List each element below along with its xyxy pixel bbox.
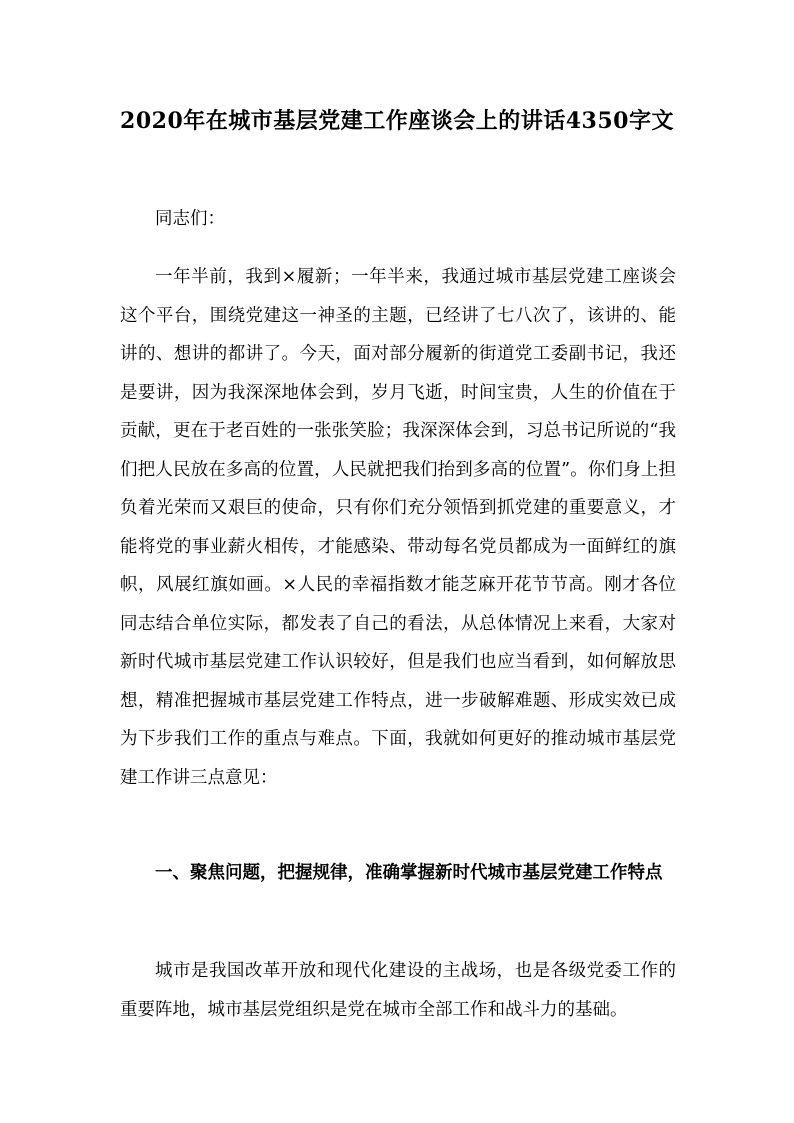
document-title: 2020年在城市基层党建工作座谈会上的讲话4350字文: [120, 108, 674, 134]
salutation: 同志们：: [155, 209, 225, 229]
paragraph-opening: 一年半前，我到×履新；一年半来，我通过城市基层党建工座谈会这个平台，围绕党建这一神圣的主题，已经讲了七八次了，该讲的、能讲的、想讲的都讲了。今天，面对部分履新的街道党工委副书记，我还是要讲，因为我深深地体会到，岁月飞逝，时间宝贵，人生的价值在于贡献，更在于老百姓的一张张笑脸；我深深体会到，习总书记所说的“我们把人民放在多高的位置，人民就把我们抬到多高的位置”。你们身上担负着光荣而又艰巨的使命，只有你们充分领悟到抓党建的重要意义，才能将党的事业薪火相传，才能感染、带动每名党员都成为一面鲜红的旗帜，风展红旗如画。×人民的幸福指数才能芝麻开花节节高。刚才各位同志结合单位实际，都发表了自己的看法，从总体情况上来看，大家对新时代城市基层党建工作认识较好，但是我们也应当看到，如何解放思想，精准把握城市基层党建工作特点，进一步破解难题、形成实效已成为下步我们工作的重点与难点。下面，我就如何更好的推动城市基层党建工作讲三点意见：: [120, 267, 676, 788]
paragraph-section-1: 城市是我国改革开放和现代化建设的主战场，也是各级党委工作的重要阵地，城市基层党组织是党在城市全部工作和战斗力的基础。: [120, 961, 676, 1020]
section-heading-1: 一、聚焦问题，把握规律，准确掌握新时代城市基层党建工作特点: [155, 863, 663, 883]
